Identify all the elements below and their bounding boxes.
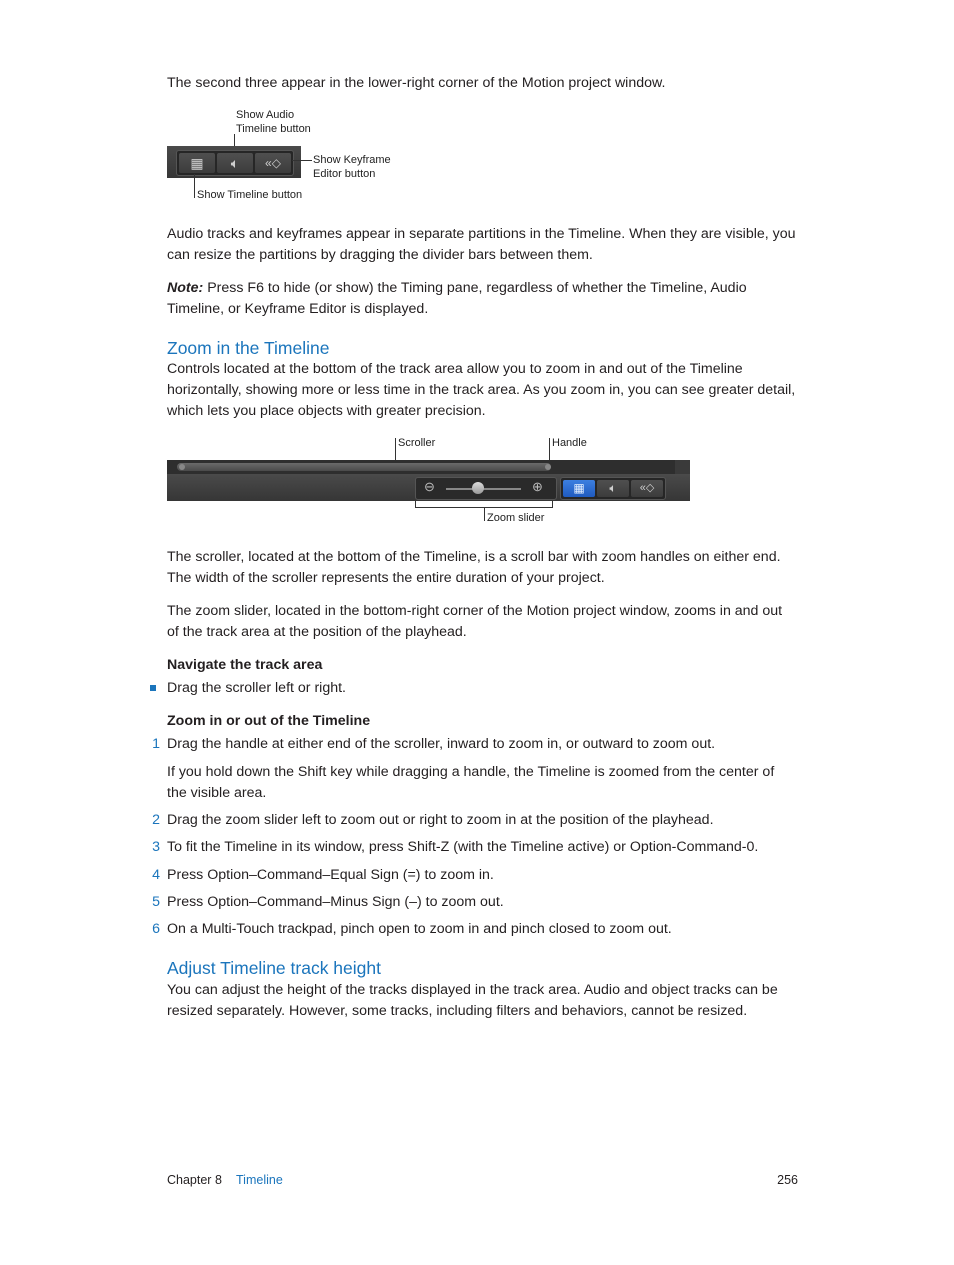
step-text: Drag the handle at either end of the scroller, inward to zoom in, or outward to zoom out. <box>167 736 716 752</box>
speaker-icon[interactable]: 🔈︎ <box>597 480 629 497</box>
callout-scroller: Scroller <box>398 437 436 449</box>
step-text: If you hold down the Shift key while dragging a handle, the Timeline is zoomed from the center of the visible area. <box>167 764 775 801</box>
step-number: 3 <box>152 839 160 855</box>
note-label: Note: <box>167 280 204 296</box>
step-number: 4 <box>152 867 160 883</box>
task-title: Navigate the track area <box>167 657 323 673</box>
leader-line <box>395 438 396 462</box>
leader-line <box>292 160 312 161</box>
callout-show-timeline: Show Timeline button <box>197 189 303 201</box>
step-text: Press Option–Command–Equal Sign (=) to zoom in. <box>167 867 494 883</box>
paragraph: The zoom slider, located in the bottom-right corner of the Motion project window, zooms in and out of the track area at the position of the playhead. <box>167 603 783 640</box>
speaker-icon[interactable]: 🔈︎ <box>217 153 253 173</box>
scroller-bar[interactable] <box>177 463 551 471</box>
callout-show-keyframe: Show Keyframe Editor button <box>313 154 391 180</box>
view-button-group <box>560 477 666 500</box>
paragraph: Controls located at the bottom of the track area allow you to zoom in and out of the Timeline horizontally, showing more or less time in the track area. As you zoom in, you can see greater detail, which lets you place objects with greater precision. <box>167 361 796 419</box>
scroller-corner <box>675 460 690 474</box>
paragraph: You can adjust the height of the tracks displayed in the track area. Audio and object tracks can be resized separately. However, some tracks, including filters and behaviors, cannot be resized. <box>167 982 778 1019</box>
step-text: To fit the Timeline in its window, press Shift-Z (with the Timeline active) or Option-Command-0. <box>167 839 759 855</box>
note-paragraph: Note: Press F6 to hide (or show) the Timing pane, regardless of whether the Timeline, Audio Timeline, or Keyframe Editor is displayed. <box>167 280 747 317</box>
film-icon[interactable]: ▦ <box>179 153 215 173</box>
zoom-slider-thumb[interactable] <box>472 482 484 494</box>
zoom-toolbar <box>167 474 690 501</box>
leader-line <box>549 438 550 462</box>
step-text: On a Multi-Touch trackpad, pinch open to zoom in and pinch closed to zoom out. <box>167 921 672 937</box>
keyframe-icon[interactable]: «◇ <box>631 480 663 497</box>
step-text: Press Option–Command–Minus Sign (–) to zoom out. <box>167 894 504 910</box>
heading-zoom: Zoom in the Timeline <box>167 338 330 358</box>
zoom-in-icon[interactable]: ⊕ <box>532 479 543 494</box>
step-number: 1 <box>152 736 160 752</box>
callout-handle: Handle <box>552 437 587 449</box>
footer-chapter: Chapter 8 <box>167 1173 222 1187</box>
step-number: 2 <box>152 812 160 828</box>
button-group <box>176 150 294 176</box>
bullet-icon <box>150 685 156 691</box>
intro-paragraph: The second three appear in the lower-right corner of the Motion project window. <box>167 75 666 91</box>
page-number: 256 <box>777 1173 798 1187</box>
bracket-right <box>552 501 553 507</box>
zoom-slider-group <box>415 477 557 500</box>
scroller-track <box>167 460 690 474</box>
scroller-right-handle[interactable] <box>545 464 551 470</box>
keyframe-icon[interactable]: «◇ <box>255 153 291 173</box>
paragraph: Audio tracks and keyframes appear in separate partitions in the Timeline. When they are visible, you can resize the partitions by dragging the divider bars between them. <box>167 226 796 263</box>
heading-track-height: Adjust Timeline track height <box>167 958 381 978</box>
callout-show-audio: Show Audio Timeline button <box>236 109 311 135</box>
callout-zoom-slider: Zoom slider <box>487 512 545 524</box>
leader-line <box>484 507 485 521</box>
bullet-item: Drag the scroller left or right. <box>167 680 346 696</box>
paragraph: The scroller, located at the bottom of the Timeline, is a scroll bar with zoom handles on either end. The width of the scroller represents the entire duration of your project. <box>167 549 781 586</box>
footer-section-link[interactable]: Timeline <box>236 1173 283 1187</box>
step-number: 6 <box>152 921 160 937</box>
task-title: Zoom in or out of the Timeline <box>167 713 371 729</box>
step-number: 5 <box>152 894 160 910</box>
step-text: Drag the zoom slider left to zoom out or right to zoom in at the position of the playhead. <box>167 812 714 828</box>
film-icon[interactable]: ▦ <box>563 480 595 497</box>
zoom-out-icon[interactable]: ⊖ <box>424 479 435 494</box>
scroller-left-handle[interactable] <box>179 464 185 470</box>
leader-line <box>194 174 195 198</box>
